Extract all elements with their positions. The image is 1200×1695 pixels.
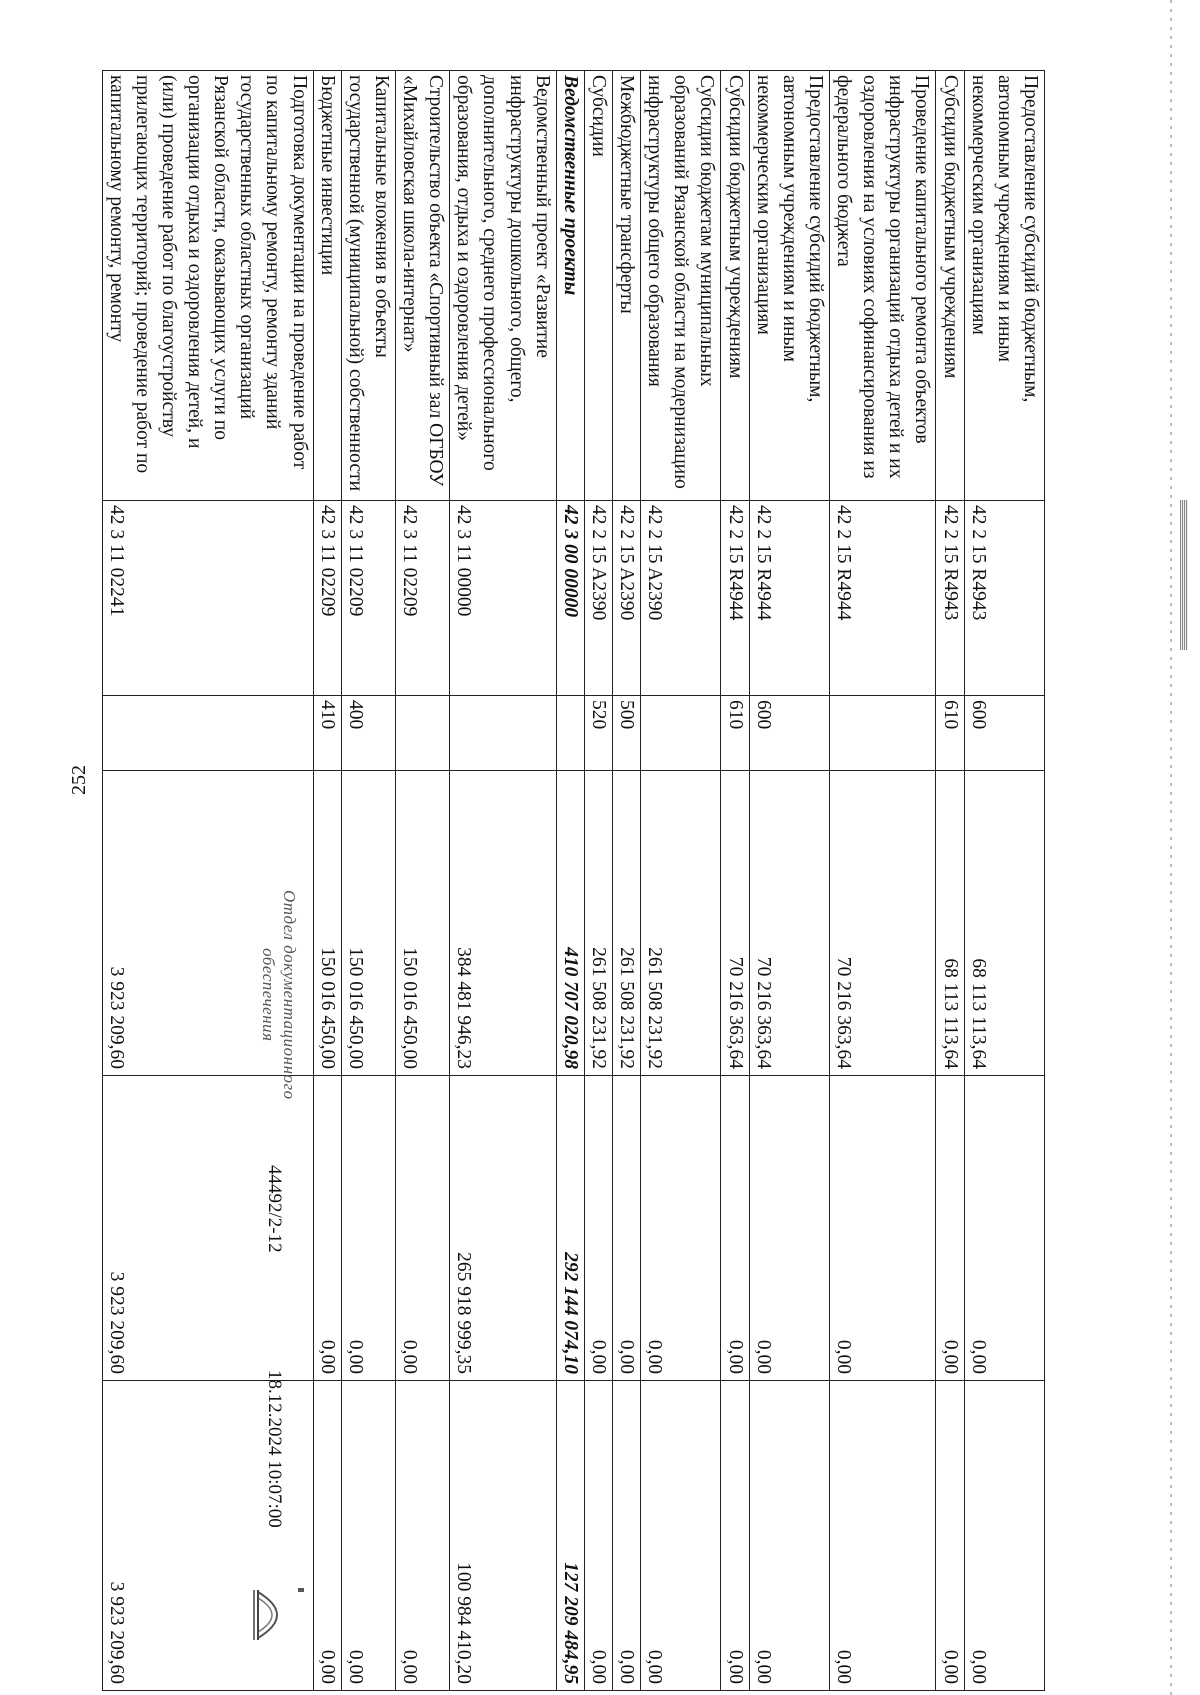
row-name-cell: Проведение капитального ремонта объектов инфраструктуры организаций отдыха детей и их оздоровления на условиях софинансирования из федерального бюджета xyxy=(830,71,937,501)
row-name-cell: Субсидии бюджетным учреждениям xyxy=(936,71,964,501)
row-amount-2-cell: 0,00 xyxy=(341,1076,395,1381)
row-code-cell: 42 3 11 02209 xyxy=(396,501,450,696)
row-amount-2-cell: 0,00 xyxy=(313,1076,341,1381)
row-expense-type-cell: 400 xyxy=(341,696,395,771)
row-amount-3-cell: 0,00 xyxy=(641,1381,721,1691)
row-code-cell: 42 2 15 R4943 xyxy=(964,501,1044,696)
row-name-cell: Подготовка документации на проведение работ по капитальному ремонту, ремонту зданий государственных областных организаций Рязанской области, оказывающих услуги по организации отдыха и оздоровления детей, и (или) проведение работ по благоустройству прилегающих территорий; проведение работ по капитальному ремонту, ремонту xyxy=(102,71,313,501)
emblem-logo xyxy=(250,1580,310,1650)
row-name-cell: Субсидии бюджетным учреждениям xyxy=(721,71,749,501)
row-amount-1-cell: 68 113 113,64 xyxy=(936,771,964,1076)
row-amount-2-cell: 3 923 209,60 xyxy=(102,1076,313,1381)
row-amount-3-cell: 3 923 209,60 xyxy=(102,1381,313,1691)
row-name-cell: Субсидии xyxy=(584,71,612,501)
row-name-cell: Ведомственный проект «Развитие инфраструктуры дошкольного, общего, дополнительного, среднего профессионального образования, отдыха и оздоровления детей» xyxy=(450,71,557,501)
row-code-cell: 42 3 11 02209 xyxy=(341,501,395,696)
row-amount-2-cell: 0,00 xyxy=(749,1076,829,1381)
row-amount-3-cell: 0,00 xyxy=(396,1381,450,1691)
row-name-cell: Межбюджетные трансферты xyxy=(613,71,641,501)
row-amount-1-cell: 70 216 363,64 xyxy=(830,771,937,1076)
row-amount-1-cell: 70 216 363,64 xyxy=(749,771,829,1076)
scan-edge-mark xyxy=(1170,0,1172,1695)
print-date: 18.12.2024 10:07:00 xyxy=(264,1370,285,1528)
row-expense-type-cell: 520 xyxy=(584,696,612,771)
row-amount-2-cell: 0,00 xyxy=(830,1076,937,1381)
row-amount-1-cell: 261 508 231,92 xyxy=(584,771,612,1076)
row-expense-type-cell: 600 xyxy=(749,696,829,771)
row-expense-type-cell: 600 xyxy=(964,696,1044,771)
row-code-cell: 42 2 15 A2390 xyxy=(641,501,721,696)
row-amount-2-cell: 0,00 xyxy=(936,1076,964,1381)
row-amount-1-cell: 150 016 450,00 xyxy=(313,771,341,1076)
row-amount-3-cell: 0,00 xyxy=(964,1381,1044,1691)
row-amount-1-cell: 70 216 363,64 xyxy=(721,771,749,1076)
row-code-cell: 42 3 11 00000 xyxy=(450,501,557,696)
row-amount-2-cell: 0,00 xyxy=(613,1076,641,1381)
row-amount-3-cell: 0,00 xyxy=(721,1381,749,1691)
row-amount-2-cell: 0,00 xyxy=(584,1076,612,1381)
row-amount-3-cell: 0,00 xyxy=(830,1381,937,1691)
row-amount-2-cell: 0,00 xyxy=(964,1076,1044,1381)
row-amount-1-cell: 261 508 231,92 xyxy=(641,771,721,1076)
row-amount-2-cell: 265 918 999,35 xyxy=(450,1076,557,1381)
stamp-line-2: обеспечения xyxy=(258,948,278,1042)
document-code: 44492/2-12 xyxy=(264,1165,285,1253)
row-amount-3-cell: 0,00 xyxy=(749,1381,829,1691)
row-amount-1-cell: 68 113 113,64 xyxy=(964,771,1044,1076)
row-amount-1-cell: 3 923 209,60 xyxy=(102,771,313,1076)
row-code-cell: 42 3 11 02209 xyxy=(313,501,341,696)
row-code-cell: 42 2 15 R4944 xyxy=(830,501,937,696)
row-name-cell: Ведомственные проекты xyxy=(556,71,584,501)
row-name-cell: Бюджетные инвестиции xyxy=(313,71,341,501)
scan-edge-mark xyxy=(1180,500,1188,650)
row-name-cell: Субсидии бюджетам муниципальных образований Рязанской области на модернизацию инфраструктуры общего образования xyxy=(641,71,721,501)
row-code-cell: 42 2 15 A2390 xyxy=(584,501,612,696)
row-amount-2-cell: 0,00 xyxy=(721,1076,749,1381)
page-number: 252 xyxy=(68,765,90,795)
row-amount-3-cell: 0,00 xyxy=(341,1381,395,1691)
row-name-cell: Строительство объекта «Спортивный зал ОГБОУ «Михайловская школа-интернат» xyxy=(396,71,450,501)
row-amount-3-cell: 127 209 484,95 xyxy=(556,1381,584,1691)
row-amount-2-cell: 0,00 xyxy=(641,1076,721,1381)
row-expense-type-cell: 610 xyxy=(721,696,749,771)
row-code-cell: 42 2 15 R4944 xyxy=(721,501,749,696)
row-amount-1-cell: 150 016 450,00 xyxy=(341,771,395,1076)
row-amount-2-cell: 0,00 xyxy=(396,1076,450,1381)
row-amount-1-cell: 410 707 020,98 xyxy=(556,771,584,1076)
row-code-cell: 42 3 00 00000 xyxy=(556,501,584,696)
row-amount-3-cell: 0,00 xyxy=(613,1381,641,1691)
row-expense-type-cell: 410 xyxy=(313,696,341,771)
row-code-cell: 42 2 15 R4943 xyxy=(936,501,964,696)
row-expense-type-cell: 610 xyxy=(936,696,964,771)
row-amount-1-cell: 150 016 450,00 xyxy=(396,771,450,1076)
row-name-cell: Предоставление субсидий бюджетным, автономным учреждениям и иным некоммерческим организациям xyxy=(749,71,829,501)
row-code-cell: 42 2 15 A2390 xyxy=(613,501,641,696)
row-name-cell: Капитальные вложения в объекты государственной (муниципальной) собственности xyxy=(341,71,395,501)
row-expense-type-cell: 500 xyxy=(613,696,641,771)
row-amount-1-cell: 384 481 946,23 xyxy=(450,771,557,1076)
row-amount-3-cell: 100 984 410,20 xyxy=(450,1381,557,1691)
row-amount-3-cell: 0,00 xyxy=(584,1381,612,1691)
department-stamp xyxy=(258,890,301,1100)
row-code-cell: 42 2 15 R4944 xyxy=(749,501,829,696)
row-name-cell: Предоставление субсидий бюджетным, автономным учреждениям и иным некоммерческим организациям xyxy=(964,71,1044,501)
row-amount-2-cell: 292 144 074,10 xyxy=(556,1076,584,1381)
stamp-line-1: Отдел документационного xyxy=(280,890,299,1100)
row-amount-1-cell: 261 508 231,92 xyxy=(613,771,641,1076)
row-code-cell: 42 3 11 02241 xyxy=(102,501,313,696)
row-amount-3-cell: 0,00 xyxy=(936,1381,964,1691)
row-amount-3-cell: 0,00 xyxy=(313,1381,341,1691)
